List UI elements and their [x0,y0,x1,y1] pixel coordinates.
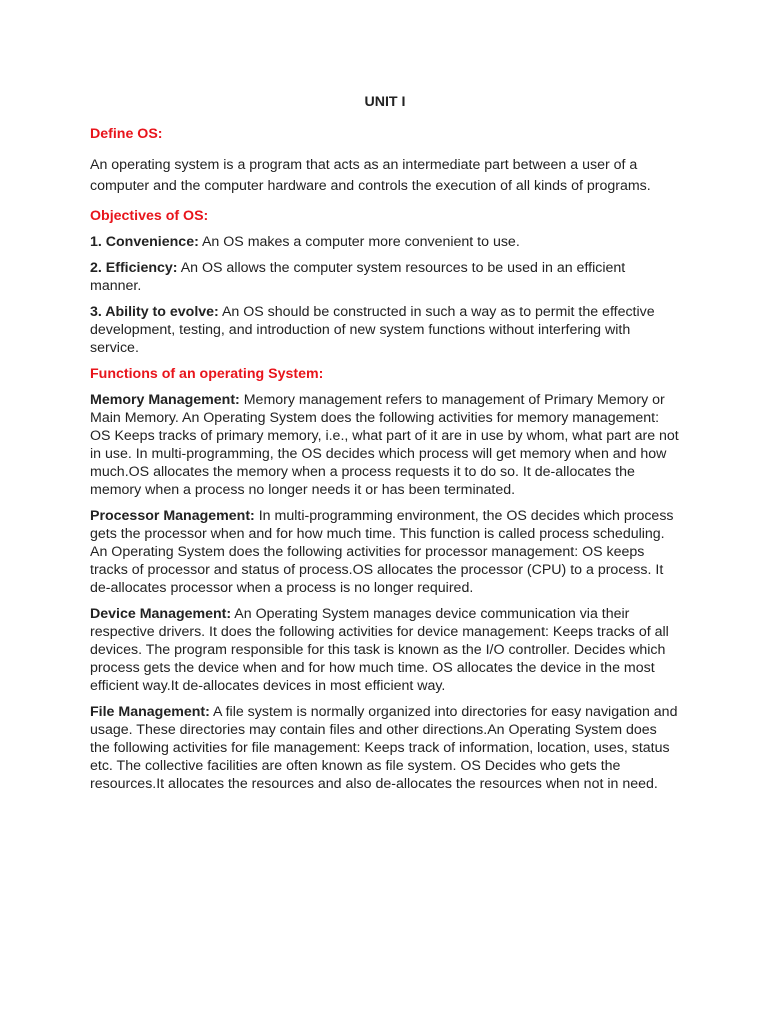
function-term: Memory Management: [90,392,240,408]
objective-term: 2. Efficiency: [90,260,178,276]
function-term: File Management: [90,704,210,720]
function-text: An Operating System manages device communication via their respective drivers. It does the following activities for device management: Keeps tracks of all devices. The program responsible for this task is known as the I/O controller. Decides which process gets the device when and for how much time. OS allocates the device in the most efficient way.It de-allocates devices in most efficient way. [90,606,669,694]
function-term: Device Management: [90,606,232,622]
objective-text: An OS should be constructed in such a way as to permit the effective development, testing, and introduction of new system functions without interfering with service. [90,304,655,356]
objective-text: An OS makes a computer more convenient to use. [198,234,520,250]
function-term: Processor Management: [90,508,255,524]
objective-convenience [90,233,680,251]
document-body [90,93,680,801]
define-os-heading: Define OS: [90,126,163,142]
function-processor-management [90,507,680,597]
unit-title: UNIT I [364,94,406,110]
function-text: A file system is normally organized into directories for easy navigation and usage. These directories may contain files and other directions.An Operating System does the following activities for file management: Keeps track of information, location, uses, status etc. The collective facilities are often known as file system. OS Decides who gets the resources.It allocates the resources and also de-allocates the resources when not in need. [90,704,678,792]
function-device-management [90,605,680,695]
objectives-heading: Objectives of OS: [90,208,209,224]
objective-term: 1. Convenience: [90,234,199,250]
function-text: Memory management refers to management of Primary Memory or Main Memory. An Operating System does the following activities for memory management: OS Keeps tracks of primary memory, i.e., what part of it are in use by whom, what part are not in use. In multi-programming, the OS decides which process will get memory when and how much.OS allocates the memory when a process requests it to do so. It de-allocates the memory when a process no longer needs it or has been terminated. [90,392,679,498]
objective-efficiency [90,259,680,295]
objective-text: An OS allows the computer system resources to be used in an efficient manner. [90,260,626,294]
define-os-text: An operating system is a program that acts as an intermediate part between a user of a computer and the computer hardware and controls the execution of all kinds of programs. [90,157,651,194]
function-memory-management [90,391,680,499]
function-text: In multi-programming environment, the OS decides which process gets the processor when and for how much time. This function is called process scheduling. An Operating System does the following activities for processor management: OS keeps tracks of processor and status of process.OS allocates the processor (CPU) to a process. It de-allocates processor when a process is no longer required. [90,508,674,596]
objective-term: 3. Ability to evolve: [90,304,219,320]
functions-heading: Functions of an operating System: [90,366,324,382]
function-file-management [90,703,680,793]
objective-ability-to-evolve [90,303,680,357]
